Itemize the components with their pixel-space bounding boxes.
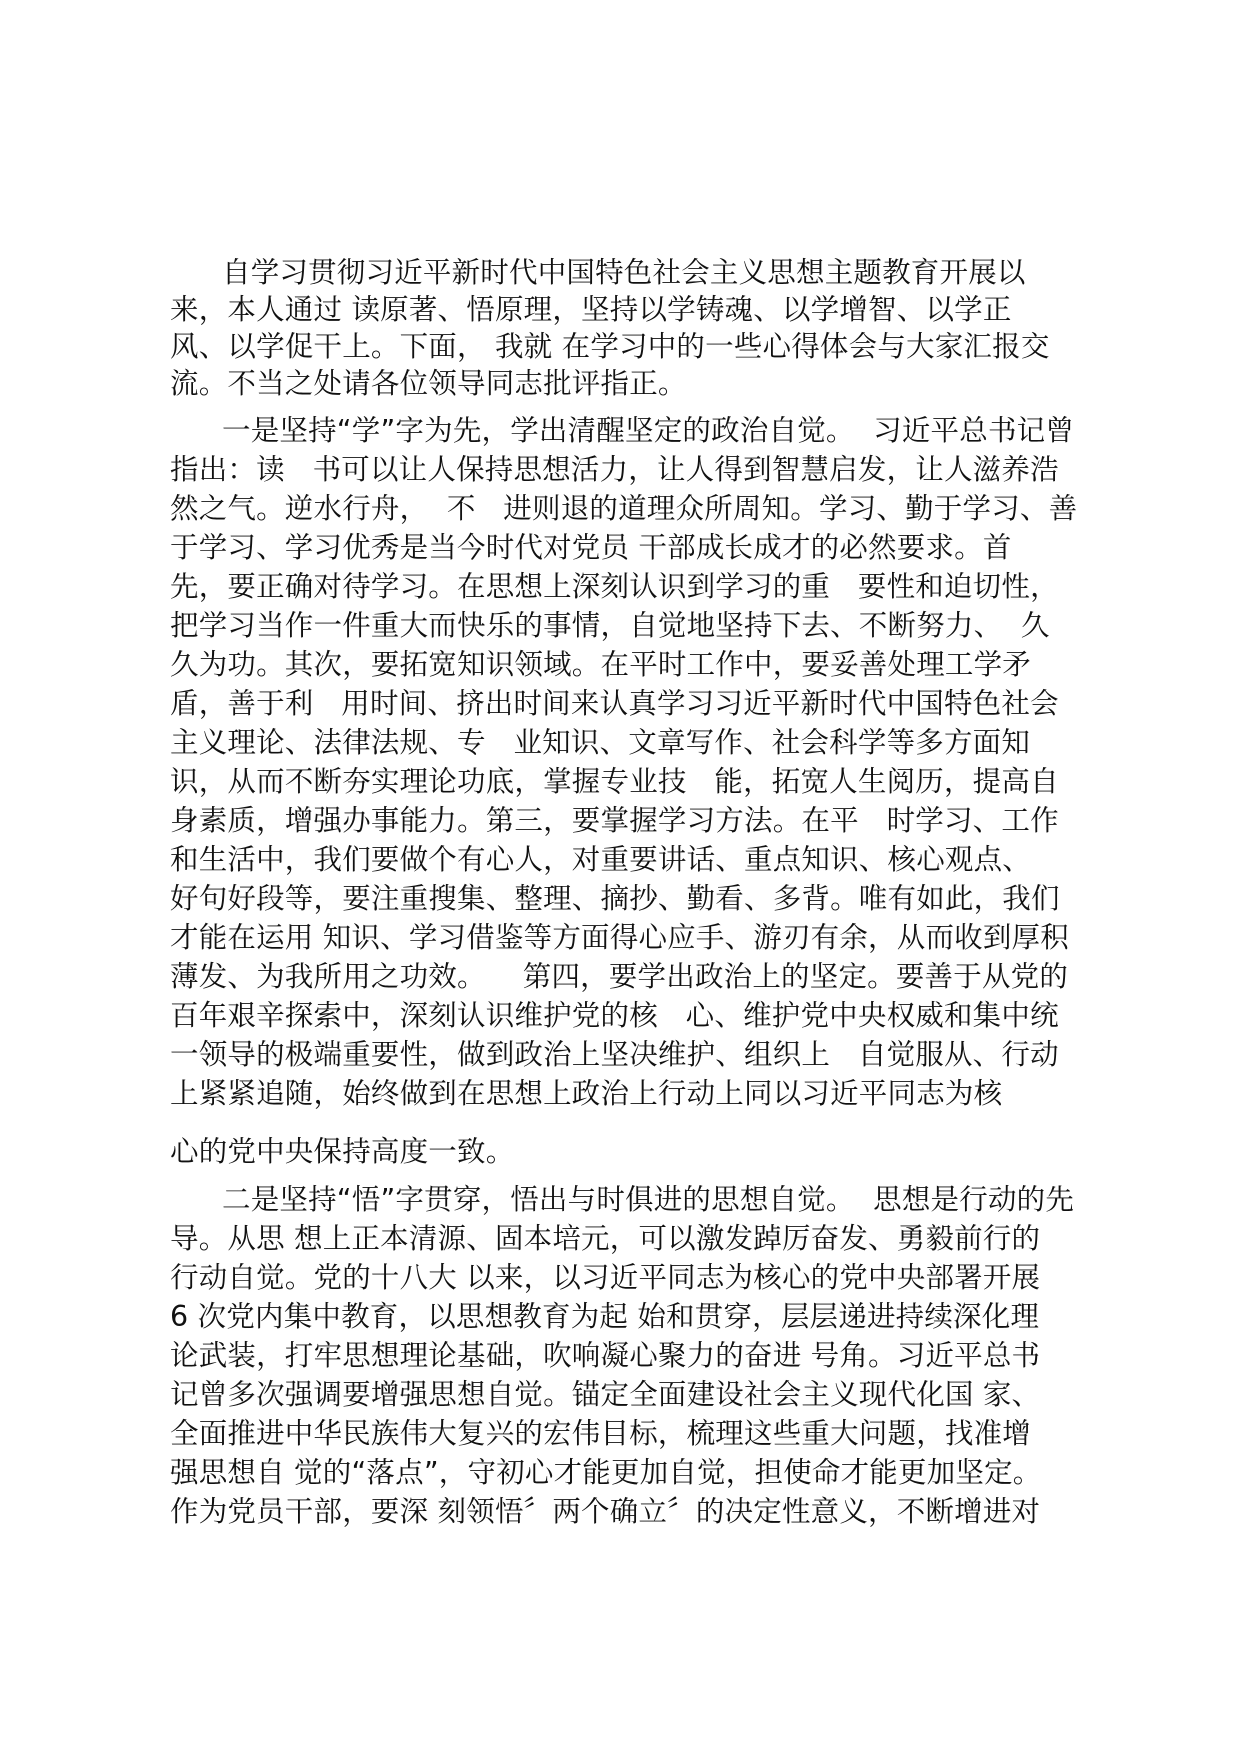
paragraph-2-line-3: 然之气。逆水行舟， 不 进则退的道理众所周知。学习、勤于学习、善 <box>170 492 1078 525</box>
paragraph-2-line-18: 上紧紧追随，始终做到在思想上政治上行动上同以习近平同志为核 <box>170 1077 1003 1110</box>
paragraph-4-line-9: 作为党员干部，要深 刻领悟〞两个确立〞的决定性意义，不断增进对 <box>170 1495 1041 1528</box>
paragraph-2-line-14: 才能在运用 知识、学习借鉴等方面得心应手、游刃有余，从而收到厚积 <box>170 921 1069 954</box>
paragraph-1-line-4: 流。不当之处请各位领导同志批评指正。 <box>170 367 687 400</box>
paragraph-1-line-3: 风、以学促干上。下面， 我就 在学习中的一些心得体会与大家汇报交 <box>170 330 1050 363</box>
paragraph-4-line-6: 记曾多次强调要增强思想自觉。锚定全面建设社会主义现代化国 家、 <box>170 1378 1041 1411</box>
paragraph-2-line-10: 识，从而不断夯实理论功底，掌握专业技 能，拓宽人生阅历，提高自 <box>170 765 1059 798</box>
paragraph-2-line-7: 久为功。其次，要拓宽知识领域。在平时工作中，要妥善处理工学矛 <box>170 648 1032 681</box>
paragraph-2-line-15: 薄发、为我所用之功效。 第四，要学出政治上的坚定。要善于从党的 <box>170 960 1069 993</box>
paragraph-4-line-2: 导。从思 想上正本清源、固本培元，可以激发踔厉奋发、勇毅前行的 <box>170 1222 1041 1255</box>
paragraph-2-line-4: 于学习、学习优秀是当今时代对党员 干部成长成才的必然要求。首 <box>170 531 1012 564</box>
paragraph-4-line-4: 6 次党内集中教育，以思想教育为起 始和贯穿，层层递进持续深化理 <box>170 1300 1040 1333</box>
paragraph-2-line-5: 先，要正确对待学习。在思想上深刻认识到学习的重 要性和迫切性， <box>170 570 1059 603</box>
paragraph-4-line-5: 论武装，打牢思想理论基础，吹响凝心聚力的奋进 号角。习近平总书 <box>170 1339 1041 1372</box>
paragraph-2-line-1: 一是坚持“学”字为先，学出清醒坚定的政治自觉。 习近平总书记曾 <box>222 414 1075 447</box>
paragraph-2-line-2: 指出：读 书可以让人保持思想活力，让人得到智慧启发，让人滋养浩 <box>170 453 1059 486</box>
paragraph-2-line-16: 百年艰辛探索中，深刻认识维护党的核 心、维护党中央权威和集中统 <box>170 999 1059 1032</box>
paragraph-4-line-1: 二是坚持“悟”字贯穿，悟出与时俱进的思想自觉。 思想是行动的先 <box>222 1183 1075 1216</box>
paragraph-1-line-2: 来，本人通过 读原著、悟原理，坚持以学铸魂、以学增智、以学正 <box>170 293 1012 326</box>
paragraph-2-line-6: 把学习当作一件重大而快乐的事情，自觉地坚持下去、不断努力、 久 <box>170 609 1050 642</box>
paragraph-2-line-9: 主义理论、法律法规、专 业知识、文章写作、社会科学等多方面知 <box>170 726 1031 759</box>
paragraph-2-line-11: 身素质，增强办事能力。第三，要掌握学习方法。在平 时学习、工作 <box>170 804 1059 837</box>
paragraph-2-line-8: 盾，善于利 用时间、挤出时间来认真学习习近平新时代中国特色社会 <box>170 687 1059 720</box>
paragraph-4-line-8: 强思想自 觉的“落点”，守初心才能更加自觉，担使命才能更加坚定。 <box>170 1456 1042 1489</box>
paragraph-1-line-1: 自学习贯彻习近平新时代中国特色社会主义思想主题教育开展以 <box>222 256 1026 289</box>
paragraph-3-line-1: 心的党中央保持高度一致。 <box>170 1135 515 1168</box>
paragraph-4-line-7: 全面推进中华民族伟大复兴的宏伟目标，梳理这些重大问题，找准增 <box>170 1417 1032 1450</box>
paragraph-2-line-12: 和生活中，我们要做个有心人，对重要讲话、重点知识、核心观点、 <box>170 843 1032 876</box>
paragraph-4-line-3: 行动自觉。党的十八大 以来，以习近平同志为核心的党中央部署开展 <box>170 1261 1041 1294</box>
paragraph-2-line-13: 好句好段等，要注重搜集、整理、摘抄、勤看、多背。唯有如此，我们 <box>170 882 1060 915</box>
paragraph-2-line-17: 一领导的极端重要性，做到政治上坚决维护、组织上 自觉服从、行动 <box>170 1038 1059 1071</box>
